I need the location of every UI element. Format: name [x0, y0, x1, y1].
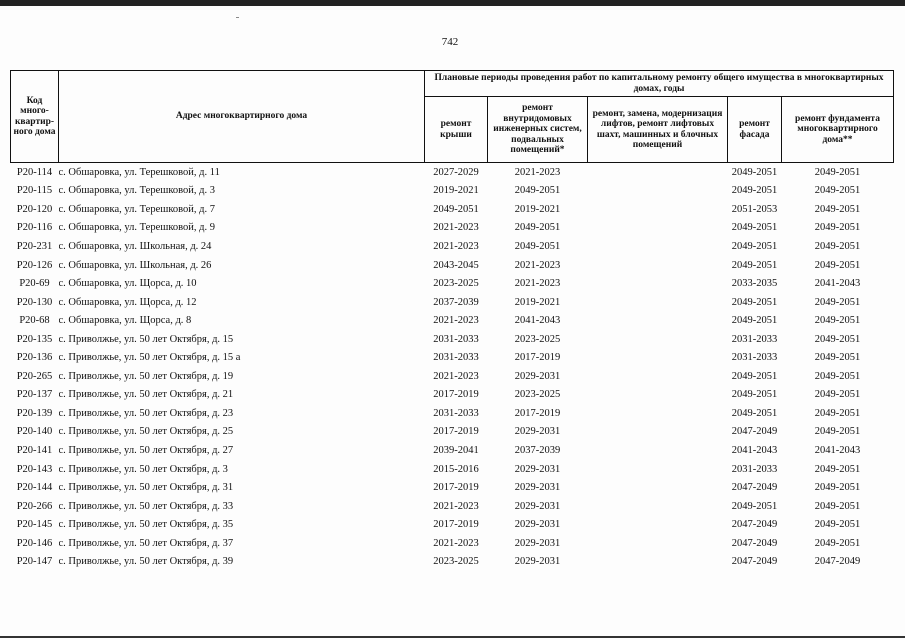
cell-engineering: 2021-2023 — [514, 166, 561, 178]
repair-schedule-table — [10, 70, 894, 571]
cell-foundation: 2049-2051 — [814, 370, 861, 382]
cell-address: с. Приволжье, ул. 50 лет Октября, д. 23 — [58, 407, 234, 419]
table-row — [11, 200, 894, 219]
cell-roof: 2037-2039 — [433, 296, 479, 308]
cell-engineering: 2029-2031 — [514, 482, 561, 494]
cell-engineering: 2041-2043 — [514, 315, 561, 327]
cell-foundation: 2041-2043 — [814, 444, 861, 456]
header-facade: ремонт фасада — [728, 97, 782, 163]
table-row — [11, 330, 894, 349]
cell-address: с. Обшаровка, ул. Терешковой, д. 7 — [58, 203, 216, 215]
cell-foundation: 2049-2051 — [814, 426, 861, 438]
cell-facade: 2049-2051 — [731, 166, 778, 178]
cell-foundation: 2049-2051 — [814, 222, 861, 234]
cell-elevators — [588, 219, 728, 238]
cell-address: с. Приволжье, ул. 50 лет Октября, д. 25 — [58, 426, 234, 438]
cell-address: с. Приволжье, ул. 50 лет Октября, д. 27 — [58, 444, 234, 456]
table-body — [11, 163, 894, 572]
cell-code: P20-115 — [16, 185, 53, 197]
cell-roof: 2027-2029 — [433, 166, 479, 178]
cell-foundation: 2049-2051 — [814, 352, 861, 364]
cell-engineering: 2029-2031 — [514, 519, 561, 531]
page-number: 742 — [441, 36, 459, 48]
cell-roof: 2031-2033 — [433, 333, 479, 345]
table-row — [11, 256, 894, 275]
cell-facade: 2047-2049 — [731, 519, 778, 531]
cell-foundation: 2049-2051 — [814, 296, 861, 308]
cell-roof: 2021-2023 — [433, 370, 479, 382]
table-row — [11, 534, 894, 553]
cell-facade: 2031-2033 — [731, 352, 778, 364]
table-row — [11, 182, 894, 201]
cell-engineering: 2021-2023 — [514, 259, 561, 271]
cell-facade: 2049-2051 — [731, 500, 778, 512]
table-row — [11, 367, 894, 386]
cell-roof: 2023-2025 — [433, 556, 479, 568]
cell-roof: 2017-2019 — [433, 389, 479, 401]
cell-code: P20-130 — [16, 296, 53, 308]
cell-elevators — [588, 404, 728, 423]
header-planned-periods: Плановые периоды проведения работ по капитальному ремонту общего имущества в многоквартирных домах, годы — [425, 71, 894, 97]
table-row — [11, 311, 894, 330]
cell-elevators — [588, 293, 728, 312]
cell-code: P20-141 — [16, 444, 53, 456]
cell-address: с. Обшаровка, ул. Терешковой, д. 3 — [58, 185, 216, 197]
bottom-scan-border — [0, 636, 905, 638]
cell-engineering: 2017-2019 — [514, 407, 561, 419]
cell-engineering: 2049-2051 — [514, 185, 561, 197]
cell-foundation: 2049-2051 — [814, 333, 861, 345]
cell-address: с. Приволжье, ул. 50 лет Октября, д. 37 — [58, 537, 234, 549]
table-row — [11, 404, 894, 423]
cell-engineering: 2017-2019 — [514, 352, 561, 364]
cell-address: с. Обшаровка, ул. Щорса, д. 10 — [58, 278, 197, 290]
cell-code: P20-140 — [16, 426, 53, 438]
cell-engineering: 2023-2025 — [514, 389, 561, 401]
cell-address: с. Приволжье, ул. 50 лет Октября, д. 19 — [58, 370, 234, 382]
cell-code: P20-139 — [16, 407, 53, 419]
table-row — [11, 423, 894, 442]
cell-facade: 2049-2051 — [731, 370, 778, 382]
table-row — [11, 460, 894, 479]
cell-address: с. Приволжье, ул. 50 лет Октября, д. 21 — [58, 389, 234, 401]
cell-facade: 2049-2051 — [731, 222, 778, 234]
cell-code: P20-120 — [16, 203, 53, 215]
table-row — [11, 478, 894, 497]
cell-address: с. Приволжье, ул. 50 лет Октября, д. 31 — [58, 482, 234, 494]
cell-roof: 2021-2023 — [433, 222, 479, 234]
table-row — [11, 441, 894, 460]
cell-code: P20-146 — [16, 537, 53, 549]
cell-roof: 2031-2033 — [433, 352, 479, 364]
cell-elevators — [588, 534, 728, 553]
cell-facade: 2049-2051 — [731, 185, 778, 197]
table-row — [11, 219, 894, 238]
cell-address: с. Приволжье, ул. 50 лет Октября, д. 15 а — [58, 352, 241, 364]
header-address: Адрес многоквартирного дома — [59, 71, 425, 163]
cell-engineering: 2019-2021 — [514, 296, 561, 308]
cell-elevators — [588, 274, 728, 293]
cell-foundation: 2049-2051 — [814, 482, 861, 494]
cell-address: с. Приволжье, ул. 50 лет Октября, д. 15 — [58, 333, 234, 345]
cell-foundation: 2041-2043 — [814, 278, 861, 290]
cell-address: с. Обшаровка, ул. Школьная, д. 24 — [58, 240, 212, 252]
cell-facade: 2047-2049 — [731, 556, 778, 568]
cell-foundation: 2049-2051 — [814, 500, 861, 512]
cell-elevators — [588, 441, 728, 460]
cell-engineering: 2029-2031 — [514, 426, 561, 438]
cell-foundation: 2049-2051 — [814, 166, 861, 178]
cell-code: P20-145 — [16, 519, 53, 531]
cell-address: с. Приволжье, ул. 50 лет Октября, д. 39 — [58, 556, 234, 568]
table-row — [11, 163, 894, 182]
cell-elevators — [588, 478, 728, 497]
table-row — [11, 386, 894, 405]
cell-elevators — [588, 182, 728, 201]
cell-code: P20-147 — [16, 556, 53, 568]
cell-foundation: 2049-2051 — [814, 463, 861, 475]
cell-code: P20-68 — [19, 315, 50, 327]
cell-code: P20-136 — [16, 352, 53, 364]
cell-roof: 2043-2045 — [433, 259, 479, 271]
cell-engineering: 2029-2031 — [514, 463, 561, 475]
cell-code: P20-126 — [16, 259, 53, 271]
header-foundation: ремонт фундамента многоквартирного дома** — [782, 97, 894, 163]
cell-engineering: 2037-2039 — [514, 444, 561, 456]
cell-engineering: 2029-2031 — [514, 370, 561, 382]
table-row — [11, 552, 894, 571]
cell-address: с. Обшаровка, ул. Щорса, д. 12 — [58, 296, 197, 308]
top-scan-border — [0, 0, 905, 6]
cell-roof: 2031-2033 — [433, 407, 479, 419]
cell-roof: 2049-2051 — [433, 203, 479, 215]
cell-engineering: 2021-2023 — [514, 278, 561, 290]
cell-address: с. Приволжье, ул. 50 лет Октября, д. 35 — [58, 519, 234, 531]
cell-code: P20-143 — [16, 463, 53, 475]
cell-engineering: 2029-2031 — [514, 500, 561, 512]
table-row — [11, 274, 894, 293]
cell-facade: 2051-2053 — [731, 203, 778, 215]
cell-foundation: 2049-2051 — [814, 185, 861, 197]
cell-foundation: 2049-2051 — [814, 519, 861, 531]
cell-facade: 2031-2033 — [731, 333, 778, 345]
cell-code: P20-69 — [19, 278, 50, 290]
cell-foundation: 2049-2051 — [814, 240, 861, 252]
cell-facade: 2049-2051 — [731, 389, 778, 401]
cell-foundation: 2049-2051 — [814, 537, 861, 549]
cell-code: P20-266 — [16, 500, 53, 512]
cell-engineering: 2049-2051 — [514, 240, 561, 252]
cell-foundation: 2049-2051 — [814, 407, 861, 419]
cell-roof: 2017-2019 — [433, 519, 479, 531]
cell-roof: 2019-2021 — [433, 185, 479, 197]
table-row — [11, 237, 894, 256]
cell-elevators — [588, 497, 728, 516]
cell-code: P20-137 — [16, 389, 53, 401]
cell-elevators — [588, 423, 728, 442]
cell-engineering: 2049-2051 — [514, 222, 561, 234]
cell-roof: 2039-2041 — [433, 444, 479, 456]
cell-code: P20-231 — [16, 240, 53, 252]
cell-elevators — [588, 367, 728, 386]
table-header — [11, 71, 894, 163]
cell-foundation: 2047-2049 — [814, 556, 861, 568]
header-code: Код много-квартир-ного дома — [11, 71, 59, 163]
cell-engineering: 2019-2021 — [514, 203, 561, 215]
cell-elevators — [588, 163, 728, 182]
cell-address: с. Обшаровка, ул. Школьная, д. 26 — [58, 259, 212, 271]
cell-facade: 2041-2043 — [731, 444, 778, 456]
cell-facade: 2049-2051 — [731, 315, 778, 327]
cell-address: с. Обшаровка, ул. Терешковой, д. 11 — [58, 166, 220, 178]
scan-speck — [236, 17, 239, 18]
table-row — [11, 348, 894, 367]
header-engineering: ремонт внутридомовых инженерных систем, подвальных помещений* — [488, 97, 588, 163]
cell-facade: 2049-2051 — [731, 240, 778, 252]
cell-elevators — [588, 348, 728, 367]
cell-roof: 2023-2025 — [433, 278, 479, 290]
cell-elevators — [588, 460, 728, 479]
table-row — [11, 293, 894, 312]
cell-facade: 2049-2051 — [731, 407, 778, 419]
cell-facade: 2031-2033 — [731, 463, 778, 475]
cell-elevators — [588, 330, 728, 349]
cell-facade: 2047-2049 — [731, 482, 778, 494]
cell-elevators — [588, 200, 728, 219]
cell-code: P20-135 — [16, 333, 53, 345]
cell-roof: 2021-2023 — [433, 315, 479, 327]
cell-address: с. Приволжье, ул. 50 лет Октября, д. 3 — [58, 463, 228, 475]
cell-address: с. Приволжье, ул. 50 лет Октября, д. 33 — [58, 500, 234, 512]
table-row — [11, 515, 894, 534]
cell-roof: 2021-2023 — [433, 240, 479, 252]
cell-foundation: 2049-2051 — [814, 315, 861, 327]
cell-foundation: 2049-2051 — [814, 259, 861, 271]
cell-elevators — [588, 237, 728, 256]
header-roof: ремонт крыши — [425, 97, 488, 163]
cell-elevators — [588, 515, 728, 534]
cell-address: с. Обшаровка, ул. Щорса, д. 8 — [58, 315, 192, 327]
cell-roof: 2015-2016 — [433, 463, 479, 475]
cell-elevators — [588, 311, 728, 330]
header-elevators: ремонт, замена, модернизация лифтов, ремонт лифтовых шахт, машинных и блочных помещений — [588, 97, 728, 163]
cell-foundation: 2049-2051 — [814, 389, 861, 401]
cell-roof: 2021-2023 — [433, 537, 479, 549]
cell-facade: 2033-2035 — [731, 278, 778, 290]
cell-foundation: 2049-2051 — [814, 203, 861, 215]
cell-roof: 2017-2019 — [433, 482, 479, 494]
cell-engineering: 2029-2031 — [514, 537, 561, 549]
cell-code: P20-265 — [16, 370, 53, 382]
cell-code: P20-114 — [16, 166, 53, 178]
cell-engineering: 2029-2031 — [514, 556, 561, 568]
cell-roof: 2021-2023 — [433, 500, 479, 512]
cell-facade: 2049-2051 — [731, 296, 778, 308]
table-row — [11, 497, 894, 516]
cell-elevators — [588, 256, 728, 275]
cell-facade: 2047-2049 — [731, 537, 778, 549]
cell-address: с. Обшаровка, ул. Терешковой, д. 9 — [58, 222, 216, 234]
cell-facade: 2047-2049 — [731, 426, 778, 438]
cell-elevators — [588, 552, 728, 571]
cell-elevators — [588, 386, 728, 405]
cell-facade: 2049-2051 — [731, 259, 778, 271]
cell-code: P20-144 — [16, 482, 53, 494]
cell-roof: 2017-2019 — [433, 426, 479, 438]
cell-code: P20-116 — [16, 222, 53, 234]
cell-engineering: 2023-2025 — [514, 333, 561, 345]
